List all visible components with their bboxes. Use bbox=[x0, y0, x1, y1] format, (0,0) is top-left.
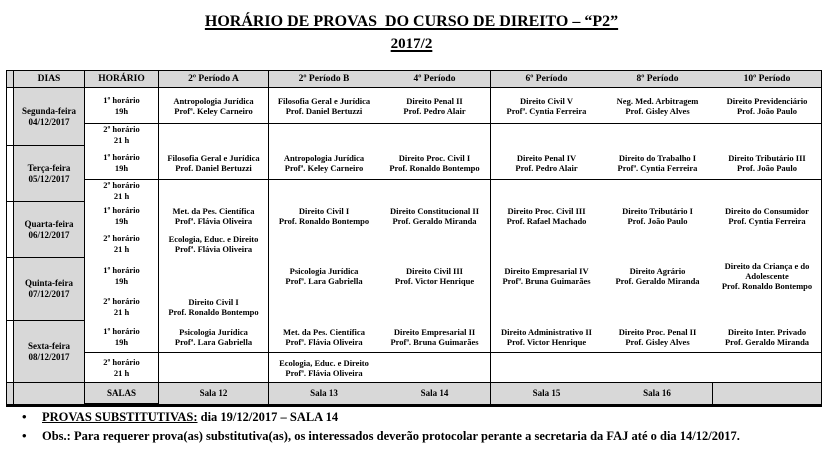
exam-cell bbox=[713, 321, 821, 353]
day-cell-terca bbox=[14, 146, 85, 202]
day-cell-segunda bbox=[14, 88, 85, 146]
exam-cell bbox=[491, 202, 602, 230]
slot-label: 2º horário bbox=[103, 356, 140, 367]
time-slot-cell bbox=[85, 293, 159, 321]
exam-cell bbox=[379, 180, 491, 202]
exam-cell bbox=[269, 353, 379, 383]
sliver-quinta bbox=[7, 258, 14, 321]
exam-professor: Prof. Daniel Bertuzzi bbox=[175, 162, 252, 173]
exam-professor: Profª. Lara Gabriella bbox=[174, 336, 253, 347]
sala-cell: Sala 14 bbox=[379, 383, 491, 404]
exam-cell bbox=[713, 88, 821, 124]
exam-subject: Filosofia Geral e Jurídica bbox=[277, 95, 371, 106]
exam-professor: Prof. Victor Henrique bbox=[394, 275, 475, 286]
exam-professor: Prof. Pedro Alair bbox=[403, 105, 466, 116]
slot-label: 1º horário bbox=[103, 325, 140, 336]
exam-cell bbox=[269, 321, 379, 353]
exam-professor: Prof. Ronaldo Bontempo bbox=[721, 280, 813, 291]
exam-cell bbox=[602, 230, 713, 258]
slot-time: 19h bbox=[114, 275, 129, 286]
exam-professor: Prof. Ronaldo Bontempo bbox=[278, 216, 370, 226]
exam-cell bbox=[602, 88, 713, 124]
exam-subject: Direito Agrário bbox=[629, 265, 686, 276]
exam-professor: Prof. Gisley Alves bbox=[625, 105, 690, 116]
bullet-icon: • bbox=[22, 428, 27, 443]
exam-subject: Antropologia Jurídica bbox=[283, 152, 365, 163]
exam-subject: Direito Empresarial II bbox=[393, 326, 476, 337]
day-cell-quarta bbox=[14, 202, 85, 258]
exam-subject: Direito do Trabalho I bbox=[618, 152, 697, 163]
slot-time: 19h bbox=[114, 336, 129, 347]
sala-cell: Sala 13 bbox=[269, 383, 379, 404]
exam-cell bbox=[159, 321, 269, 353]
exam-professor: Prof. João Paulo bbox=[736, 162, 798, 173]
exam-cell bbox=[713, 353, 821, 383]
exam-cell bbox=[713, 202, 821, 230]
exam-subject: Direito Civil I bbox=[298, 206, 350, 216]
exam-professor: Prof. João Paulo bbox=[736, 105, 798, 116]
exam-professor: Profª. Bruna Guimarães bbox=[390, 336, 479, 347]
exam-cell bbox=[159, 258, 269, 293]
time-slot-cell bbox=[85, 124, 159, 146]
sliver-terca bbox=[7, 146, 14, 202]
exam-cell bbox=[269, 180, 379, 202]
slot-label: 2º horário bbox=[103, 296, 140, 306]
exam-cell bbox=[159, 230, 269, 258]
header-periodo-6: 6º Período bbox=[491, 71, 602, 88]
exam-subject: Direito Proc. Civil I bbox=[398, 152, 471, 163]
exam-subject: Direito da Criança e do Adolescente bbox=[724, 260, 810, 281]
exam-cell bbox=[713, 124, 821, 146]
exam-professor: Prof. Victor Henrique bbox=[506, 336, 587, 347]
exam-cell bbox=[379, 258, 491, 293]
exam-professor: Prof. Ronaldo Bontempo bbox=[389, 162, 480, 173]
slot-time: 21 h bbox=[113, 191, 130, 201]
exam-cell bbox=[379, 293, 491, 321]
exam-professor: Prof. Daniel Bertuzzi bbox=[285, 105, 363, 116]
exam-cell bbox=[269, 124, 379, 146]
slot-label: 1º horário bbox=[103, 151, 140, 162]
exam-subject: Direito Penal IV bbox=[516, 152, 577, 163]
exam-professor: Profª. Bruna Guimarães bbox=[502, 275, 591, 286]
day-name: Segunda-feira bbox=[22, 105, 76, 116]
title-block bbox=[0, 12, 823, 54]
header-corner-sliver bbox=[7, 71, 14, 88]
page-subtitle: 2017/2 bbox=[390, 36, 433, 52]
exam-subject: Psicologia Jurídica bbox=[179, 326, 248, 337]
exam-cell bbox=[602, 353, 713, 383]
time-slot-cell bbox=[85, 202, 159, 230]
header-dias: DIAS bbox=[14, 71, 85, 88]
note-text bbox=[42, 428, 790, 444]
exam-cell bbox=[491, 293, 602, 321]
slot-time: 21 h bbox=[113, 244, 130, 254]
exam-professor: Profª. Keley Carneiro bbox=[284, 162, 364, 173]
day-date: 05/12/2017 bbox=[28, 173, 70, 184]
exam-subject: Direito Previdenciário bbox=[726, 95, 808, 106]
exam-subject: Direito do Consumidor bbox=[725, 206, 809, 216]
exam-cell bbox=[602, 146, 713, 180]
schedule-table bbox=[6, 70, 822, 407]
exam-cell bbox=[602, 202, 713, 230]
exam-cell bbox=[713, 293, 821, 321]
exam-cell bbox=[491, 146, 602, 180]
exam-cell bbox=[269, 293, 379, 321]
sala-cell: Sala 12 bbox=[159, 383, 269, 404]
exam-subject: Ecologia, Educ. e Direito bbox=[168, 234, 259, 244]
slot-time: 21 h bbox=[113, 307, 130, 317]
exam-cell bbox=[379, 230, 491, 258]
header-periodo-8: 8º Período bbox=[602, 71, 713, 88]
slot-label: 1º horário bbox=[103, 264, 140, 275]
note-obs bbox=[22, 428, 792, 444]
exam-cell bbox=[269, 146, 379, 180]
day-date: 04/12/2017 bbox=[28, 116, 70, 127]
exam-cell bbox=[379, 321, 491, 353]
exam-cell bbox=[159, 146, 269, 180]
exam-cell bbox=[269, 258, 379, 293]
footer-notes bbox=[22, 409, 792, 447]
exam-cell bbox=[491, 180, 602, 202]
note-highlight: PROVAS SUBSTITUTIVAS: bbox=[42, 410, 198, 424]
slot-label: 1º horário bbox=[103, 205, 140, 215]
salas-label-cell: SALAS bbox=[85, 383, 159, 404]
sliver-sexta bbox=[7, 321, 14, 383]
exam-cell bbox=[713, 180, 821, 202]
exam-subject: Direito Inter. Privado bbox=[727, 326, 807, 337]
header-periodo-2b: 2º Período B bbox=[269, 71, 379, 88]
exam-cell bbox=[602, 321, 713, 353]
exam-cell bbox=[159, 293, 269, 321]
day-date: 08/12/2017 bbox=[28, 351, 70, 362]
slot-time: 21 h bbox=[113, 367, 130, 378]
time-slot-cell bbox=[85, 146, 159, 180]
day-cell-salas-empty bbox=[14, 383, 85, 404]
exam-cell bbox=[269, 88, 379, 124]
slot-label: 2º horário bbox=[103, 180, 140, 190]
exam-cell bbox=[602, 258, 713, 293]
sala-cell bbox=[713, 383, 821, 404]
exam-cell bbox=[159, 202, 269, 230]
day-name: Quinta-feira bbox=[25, 278, 73, 288]
exam-professor: Prof. Pedro Alair bbox=[515, 162, 578, 173]
exam-professor: Profª. Keley Carneiro bbox=[174, 105, 253, 116]
exam-professor: Prof. João Paulo bbox=[627, 216, 688, 226]
exam-cell bbox=[159, 124, 269, 146]
day-date: 06/12/2017 bbox=[28, 229, 70, 240]
exam-cell bbox=[491, 124, 602, 146]
time-slot-cell bbox=[85, 353, 159, 383]
time-slot-cell bbox=[85, 321, 159, 353]
day-cell-quinta bbox=[14, 258, 85, 321]
exam-professor: Prof. Rafael Machado bbox=[506, 216, 587, 226]
exam-cell bbox=[159, 180, 269, 202]
slot-time: 19h bbox=[114, 216, 129, 226]
exam-professor: Profª. Cyntia Ferreira bbox=[617, 162, 698, 173]
exam-professor: Profª. Flávia Oliveira bbox=[285, 336, 363, 347]
exam-cell bbox=[159, 353, 269, 383]
exam-subject: Ecologia, Educ. e Direito bbox=[279, 357, 369, 368]
sliver-quarta bbox=[7, 202, 14, 258]
note-text bbox=[42, 409, 790, 425]
header-periodo-10: 10º Período bbox=[713, 71, 821, 88]
exam-professor: Prof. Geraldo Miranda bbox=[724, 336, 810, 347]
sala-cell: Sala 15 bbox=[491, 383, 602, 404]
time-slot-cell bbox=[85, 88, 159, 124]
time-slot-cell bbox=[85, 230, 159, 258]
exam-professor: Profª. Flávia Oliveira bbox=[285, 367, 363, 378]
day-name: Sexta-feira bbox=[28, 340, 70, 351]
exam-subject: Direito Constitucional II bbox=[389, 206, 480, 216]
exam-subject: Neg. Med. Arbitragem bbox=[616, 95, 699, 106]
day-date: 07/12/2017 bbox=[28, 289, 70, 299]
exam-subject: Direito Civil III bbox=[406, 265, 463, 276]
sala-cell: Sala 16 bbox=[602, 383, 713, 404]
exam-subject: Psicologia Jurídica bbox=[289, 265, 359, 276]
slot-time: 19h bbox=[114, 162, 129, 173]
day-name: Quarta-feira bbox=[24, 218, 74, 229]
exam-cell bbox=[491, 353, 602, 383]
slot-label: 2º horário bbox=[103, 233, 140, 243]
exam-professor: Profª. Flávia Oliveira bbox=[174, 216, 253, 226]
header-periodo-4: 4º Período bbox=[379, 71, 491, 88]
exam-subject: Direito Penal II bbox=[406, 95, 463, 106]
exam-cell bbox=[159, 88, 269, 124]
exam-cell bbox=[491, 258, 602, 293]
slot-time: 21 h bbox=[113, 135, 130, 145]
exam-subject: Direito Civil V bbox=[519, 95, 574, 106]
exam-professor: Profª. Flávia Oliveira bbox=[174, 244, 253, 254]
exam-cell bbox=[269, 202, 379, 230]
exam-cell bbox=[379, 88, 491, 124]
exam-professor: Prof. Gisley Alves bbox=[625, 336, 690, 347]
exam-subject: Met. da Pes. Científica bbox=[172, 206, 255, 216]
day-cell-sexta bbox=[14, 321, 85, 383]
exam-subject: Direito Tributário I bbox=[622, 206, 693, 216]
exam-professor: Prof. Ronaldo Bontempo bbox=[168, 307, 259, 317]
exam-cell bbox=[379, 146, 491, 180]
exam-cell bbox=[491, 88, 602, 124]
sliver-salas bbox=[7, 383, 14, 404]
header-horario: HORÁRIO bbox=[85, 71, 159, 88]
exam-cell bbox=[602, 293, 713, 321]
time-slot-cell bbox=[85, 180, 159, 202]
exam-cell bbox=[602, 180, 713, 202]
exam-cell bbox=[602, 124, 713, 146]
exam-subject: Direito Proc. Penal II bbox=[618, 326, 697, 337]
slot-label: 2º horário bbox=[103, 124, 140, 134]
header-periodo-2a: 2º Período A bbox=[159, 71, 269, 88]
exam-subject: Met. da Pes. Científica bbox=[283, 326, 365, 337]
sliver-segunda bbox=[7, 88, 14, 146]
slot-time: 19h bbox=[114, 105, 129, 116]
exam-professor: Profª. Cyntia Ferreira bbox=[506, 105, 587, 116]
time-slot-cell bbox=[85, 258, 159, 293]
exam-cell bbox=[379, 124, 491, 146]
exam-subject: Antropologia Jurídica bbox=[173, 95, 254, 106]
exam-cell bbox=[713, 258, 821, 293]
exam-professor: Profª. Lara Gabriella bbox=[285, 275, 363, 286]
exam-cell bbox=[269, 230, 379, 258]
exam-subject: Direito Administrativo II bbox=[501, 326, 592, 337]
exam-cell bbox=[379, 202, 491, 230]
exam-cell bbox=[379, 353, 491, 383]
exam-professor: Prof. Cyntia Ferreira bbox=[728, 216, 806, 226]
day-name: Terça-feira bbox=[27, 162, 71, 173]
exam-subject: Direito Proc. Civil III bbox=[507, 206, 586, 216]
exam-subject: Direito Civil I bbox=[188, 297, 239, 307]
exam-cell bbox=[491, 230, 602, 258]
note-substitutivas bbox=[22, 409, 792, 425]
note-rest: dia 19/12/2017 – SALA 14 bbox=[197, 410, 339, 424]
exam-cell bbox=[713, 146, 821, 180]
exam-subject: Direito Tributário III bbox=[728, 152, 806, 163]
exam-cell bbox=[713, 230, 821, 258]
page-title: HORÁRIO DE PROVAS DO CURSO DE DIREITO – “P2” bbox=[204, 13, 619, 30]
exam-subject: Direito Empresarial IV bbox=[504, 265, 589, 276]
exam-subject: Filosofia Geral e Jurídica bbox=[167, 152, 260, 163]
exam-professor: Prof. Geraldo Miranda bbox=[615, 275, 700, 286]
slot-label: 1º horário bbox=[103, 94, 140, 105]
exam-cell bbox=[491, 321, 602, 353]
note-rest: Obs.: Para requerer prova(as) substitutiva(as), os interessados deverão protocolar perante a secretaria da FAJ até o dia 14/12/2017. bbox=[42, 429, 740, 443]
exam-professor: Prof. Geraldo Miranda bbox=[392, 216, 477, 226]
bullet-icon: • bbox=[22, 409, 27, 424]
